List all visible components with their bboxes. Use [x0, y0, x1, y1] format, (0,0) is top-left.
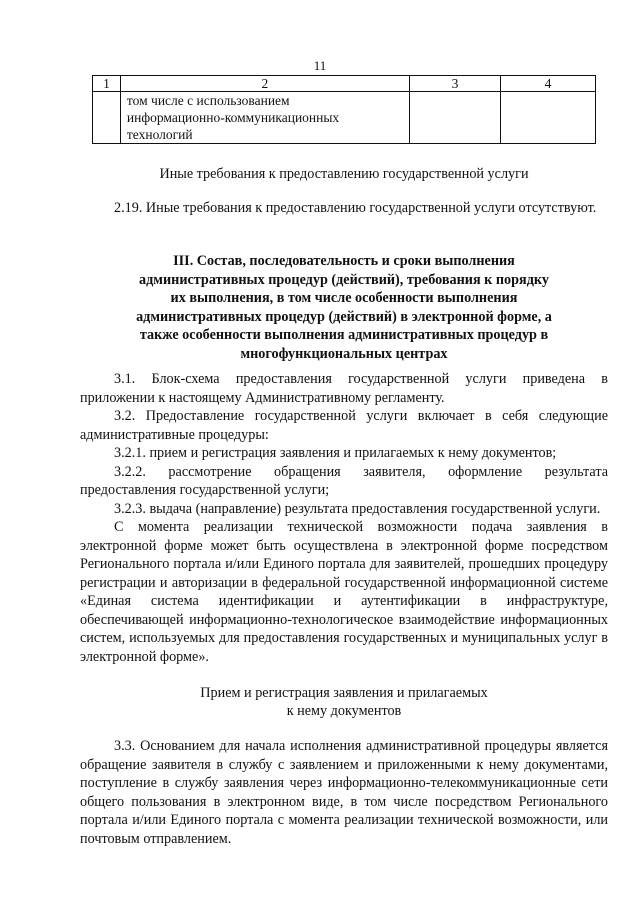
- subheading-line: Прием и регистрация заявления и прилагаемых: [200, 685, 488, 701]
- paragraph-electronic-submission: С момента реализации технической возможности подача заявления в электронной форме может быть осуществлена в электронной форме посредством Регионального портала и/или Единого портала для заявителей, прошедших процедуру регистрации и авторизации в федеральной государственной информационной системе «Единая система идентификации и аутентификации в инфраструктуре, обеспечивающей информационно-технологическое взаимодействие информационных систем, используемых для предоставления государственных и муниципальных услуг в электронной форме».: [80, 519, 608, 665]
- heading-line: административных процедур (действий), требования к порядку: [139, 271, 549, 288]
- heading-line: III. Состав, последовательность и сроки выполнения: [173, 253, 515, 269]
- table-header-cell: 4: [501, 76, 596, 92]
- table-cell-line: том числе с использованием: [126, 93, 290, 108]
- paragraph-3-2-3: 3.2.3. выдача (направление) результата предоставления государственной услуги.: [114, 500, 601, 517]
- paragraph-3-2-1: 3.2.1. прием и регистрация заявления и прилагаемых к нему документов;: [114, 445, 557, 461]
- table-row: [93, 92, 596, 144]
- paragraph-3-2: 3.2. Предоставление государственной услуги включает в себя следующие административные процедуры:: [80, 408, 608, 443]
- heading-line: многофункциональных центрах: [240, 345, 448, 362]
- heading-line: их выполнения, в том числе особенности выполнения: [170, 290, 518, 306]
- table-header-cell: 1: [93, 76, 121, 92]
- heading-line: также особенности выполнения административных процедур в: [139, 327, 549, 343]
- table-cell: [120, 92, 409, 144]
- page-number: 11: [313, 58, 327, 73]
- table-cell-line: технологий: [126, 127, 193, 142]
- table-header-row: [93, 76, 596, 92]
- table-cell: [501, 92, 596, 144]
- section-3-body: [80, 370, 608, 666]
- subheading-line: к нему документов: [286, 703, 402, 719]
- table-header-cell: 3: [409, 76, 500, 92]
- paragraph-2-19: 2.19. Иные требования к предоставлению государственной услуги отсутствуют.: [114, 200, 597, 216]
- subheading: [80, 684, 608, 720]
- paragraph-3-1: 3.1. Блок-схема предоставления государственной услуги приведена в приложении к настоящему Административному регламенту.: [80, 371, 608, 406]
- paragraph-3-2-2: 3.2.2. рассмотрение обращения заявителя, оформление результата предоставления государственной услуги;: [80, 463, 608, 498]
- other-requirements-heading: Иные требования к предоставлению государственной услуги: [159, 166, 529, 182]
- table-cell: [409, 92, 500, 144]
- continuation-table: [92, 75, 596, 144]
- heading-line: административных процедур (действий) в электронной форме, а: [136, 308, 552, 325]
- paragraph-3-3: 3.3. Основанием для начала исполнения административной процедуры является обращение заявителя в службу с заявлением и приложенными к нему документами, поступление в службу заявления через информационно-телекоммуникационные сети общего пользования в электронном виде, в том числе посредством Регионального портала и/или Единого портала с момента реализации технической возможности, или почтовым отправлением.: [80, 738, 608, 847]
- section-3-heading: [80, 252, 608, 363]
- table-cell-line: информационно-коммуникационных: [126, 110, 340, 125]
- table-cell: [93, 92, 121, 144]
- table-header-cell: 2: [120, 76, 409, 92]
